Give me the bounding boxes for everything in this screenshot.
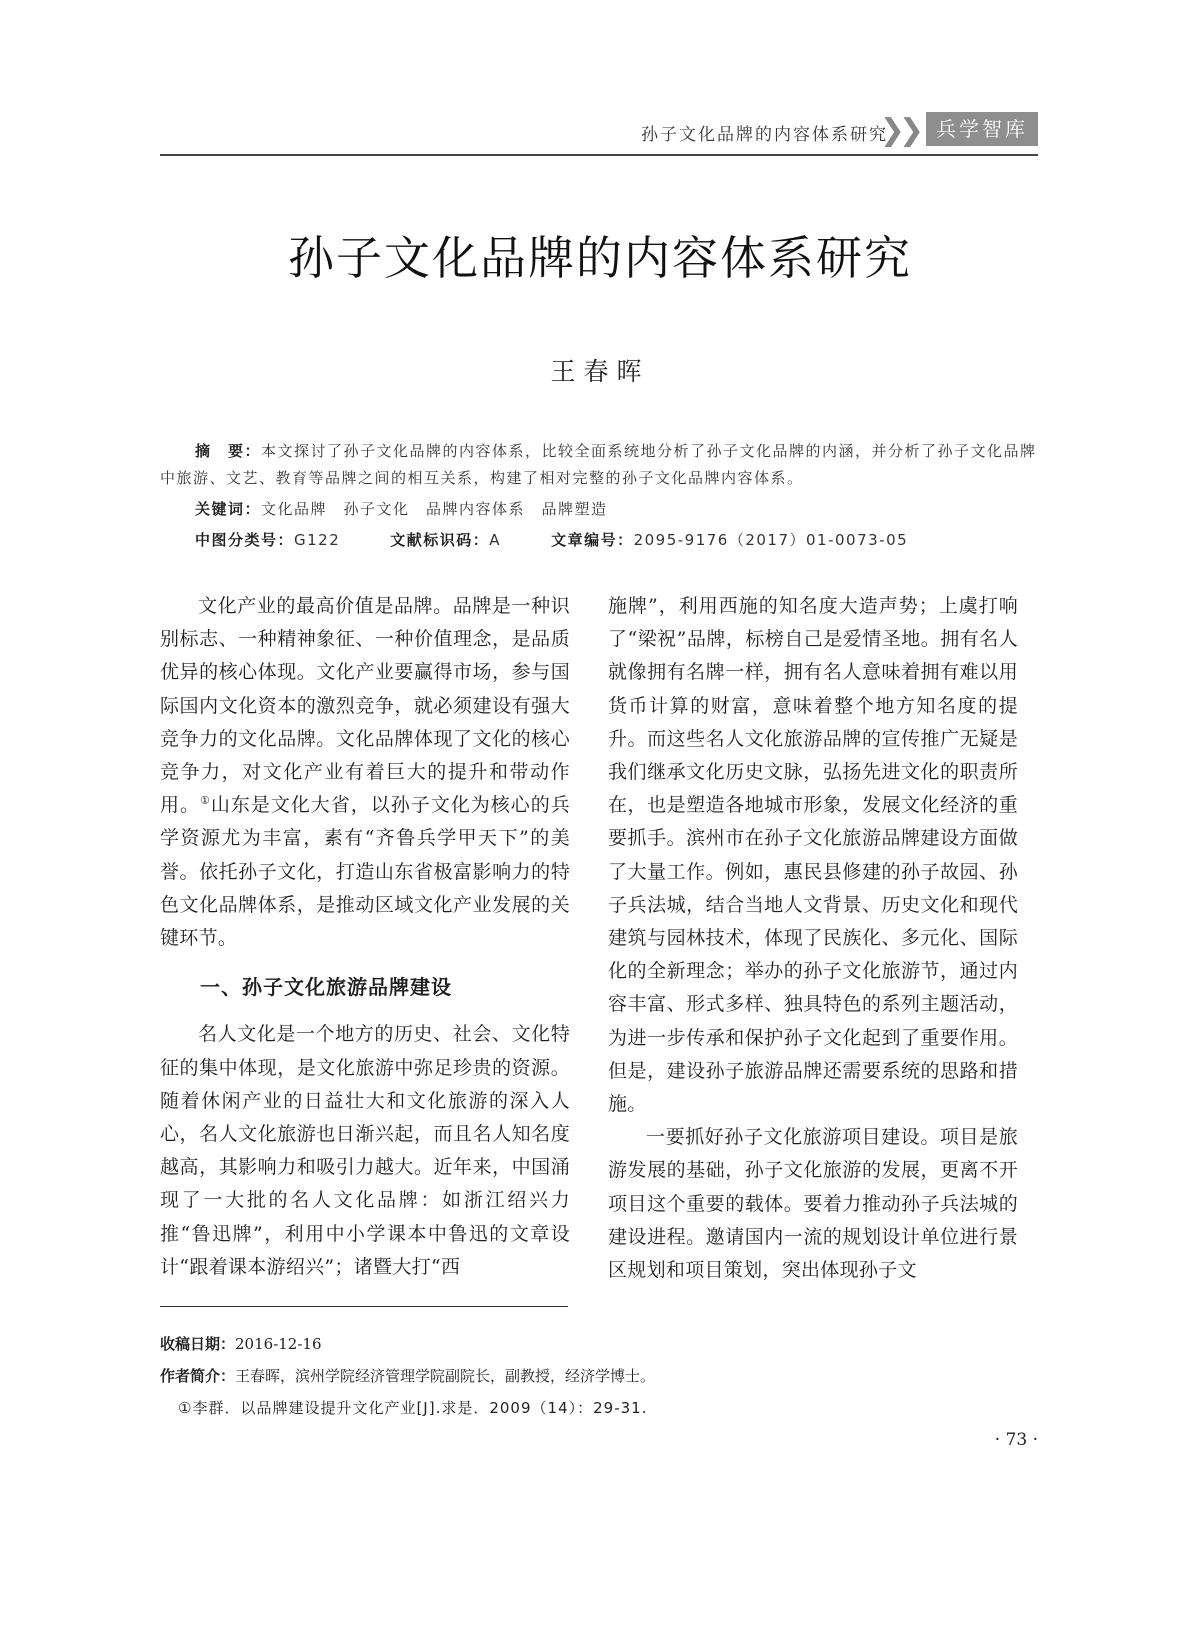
article-no-value: 2095-9176（2017）01-0073-05 — [633, 531, 909, 549]
abstract-block — [160, 438, 1038, 554]
page-number: · 73 · — [994, 1430, 1038, 1450]
author-bio: 王春晖，滨州学院经济管理学院副院长，副教授，经济学博士。 — [235, 1367, 656, 1385]
running-header — [160, 110, 1038, 156]
footnotes — [160, 1328, 1038, 1424]
keywords-line — [160, 496, 1038, 523]
body-columns — [160, 590, 1038, 1320]
author-bio-line — [160, 1360, 1038, 1392]
abstract-label: 摘 要： — [195, 442, 262, 460]
left-column — [160, 590, 570, 1284]
received-date-line — [160, 1328, 1038, 1360]
right-column — [608, 590, 1018, 1287]
doc-code-value: A — [489, 531, 502, 549]
body-paragraph: 施牌”，利用西施的知名度大造声势；上虞打响了“梁祝”品牌，标榜自己是爱情圣地。拥有名人就像拥有名牌一样，拥有名人意味着拥有难以用货币计算的财富，意味着整个地方知名度的提升。而这些名人文化旅游品牌的宣传推广无疑是我们继承文化历史文脉，弘扬先进文化的职责所在，也是塑造各地城市形象，发展文化经济的重要抓手。滨州市在孙子文化旅游品牌建设方面做了大量工作。例如，惠民县修建的孙子故园、孙子兵法城，结合当地人文背景、历史文化和现代建筑与园林技术，体现了民族化、多元化、国际化的全新理念；举办的孙子文化旅游节，通过内容丰富、形式多样、独具特色的系列主题活动，为进一步传承和保护孙子文化起到了重要作用。但是，建设孙子旅游品牌还需要系统的思路和措施。 — [608, 595, 1018, 1116]
paragraph-text: 文化产业的最高价值是品牌。品牌是一种识别标志、一种精神象征、一种价值理念，是品质优异的核心体现。文化产业要赢得市场，参与国际国内文化资本的激烈竞争，就必须建设有强大竞争力的文化品牌。文化品牌体现了文化的核心竞争力，对文化产业有着巨大的提升和带动作用。 — [160, 595, 570, 817]
footnote-marker: ① — [199, 794, 211, 808]
running-title: 孙子文化品牌的内容体系研究 — [641, 125, 888, 145]
chevron-icon: ❯❯ — [879, 113, 918, 148]
classification-line — [160, 527, 1038, 554]
abstract-text: 本文探讨了孙子文化品牌的内容体系，比较全面系统地分析了孙子文化品牌的内涵，并分析了孙子文化品牌中旅游、文艺、教育等品牌之间的相互关系，构建了相对完整的孙子文化品牌内容体系。 — [160, 442, 1037, 487]
received-date: 2016-12-16 — [235, 1335, 322, 1353]
article-title: 孙子文化品牌的内容体系研究 — [288, 231, 912, 285]
keywords-label: 关键词： — [195, 500, 262, 518]
clc-label: 中图分类号： — [195, 531, 295, 549]
body-paragraph — [160, 590, 570, 955]
footnote-divider — [160, 1306, 568, 1307]
journal-section-badge: 兵学智库 — [926, 112, 1038, 146]
author-bio-label: 作者简介： — [160, 1367, 236, 1385]
keywords: 文化品牌 孙子文化 品牌内容体系 品牌塑造 — [261, 500, 608, 518]
abstract-paragraph — [160, 438, 1038, 492]
received-label: 收稿日期： — [160, 1335, 236, 1353]
body-paragraph: 名人文化是一个地方的历史、社会、文化特征的集中体现，是文化旅游中弥足珍贵的资源。随着休闲产业的日益壮大和文化旅游的深入人心，名人文化旅游也日渐兴起，而且名人知名度越高，其影响力和吸引力越大。近年来，中国涌现了一大批的名人文化品牌：如浙江绍兴力推“鲁迅牌”，利用中小学课本中鲁迅的文章设计“跟着课本游绍兴”；诸暨大打“西 — [160, 1023, 570, 1278]
paragraph-text: 山东是文化大省，以孙子文化为核心的兵学资源尤为丰富，素有“齐鲁兵学甲天下”的美誉。依托孙子文化，打造山东省极富影响力的特色文化品牌体系，是推动区域文化产业发展的关键环节。 — [160, 794, 570, 950]
reference-note: ①李群．以品牌建设提升文化产业[J].求是．2009（14）：29-31. — [178, 1399, 648, 1417]
article-no-label: 文章编号： — [551, 531, 634, 549]
section-heading: 一、孙子文化旅游品牌建设 — [200, 975, 452, 1000]
clc-value: G122 — [294, 531, 341, 549]
doc-code-label: 文献标识码： — [390, 531, 490, 549]
article-author: 王春晖 — [550, 357, 650, 386]
body-paragraph: 一要抓好孙子文化旅游项目建设。项目是旅游发展的基础，孙子文化旅游的发展，更离不开项目这个重要的载体。要着力推动孙子兵法城的建设进程。邀请国内一流的规划设计单位进行景区规划和项目策划，突出体现孙子文 — [608, 1126, 1018, 1282]
